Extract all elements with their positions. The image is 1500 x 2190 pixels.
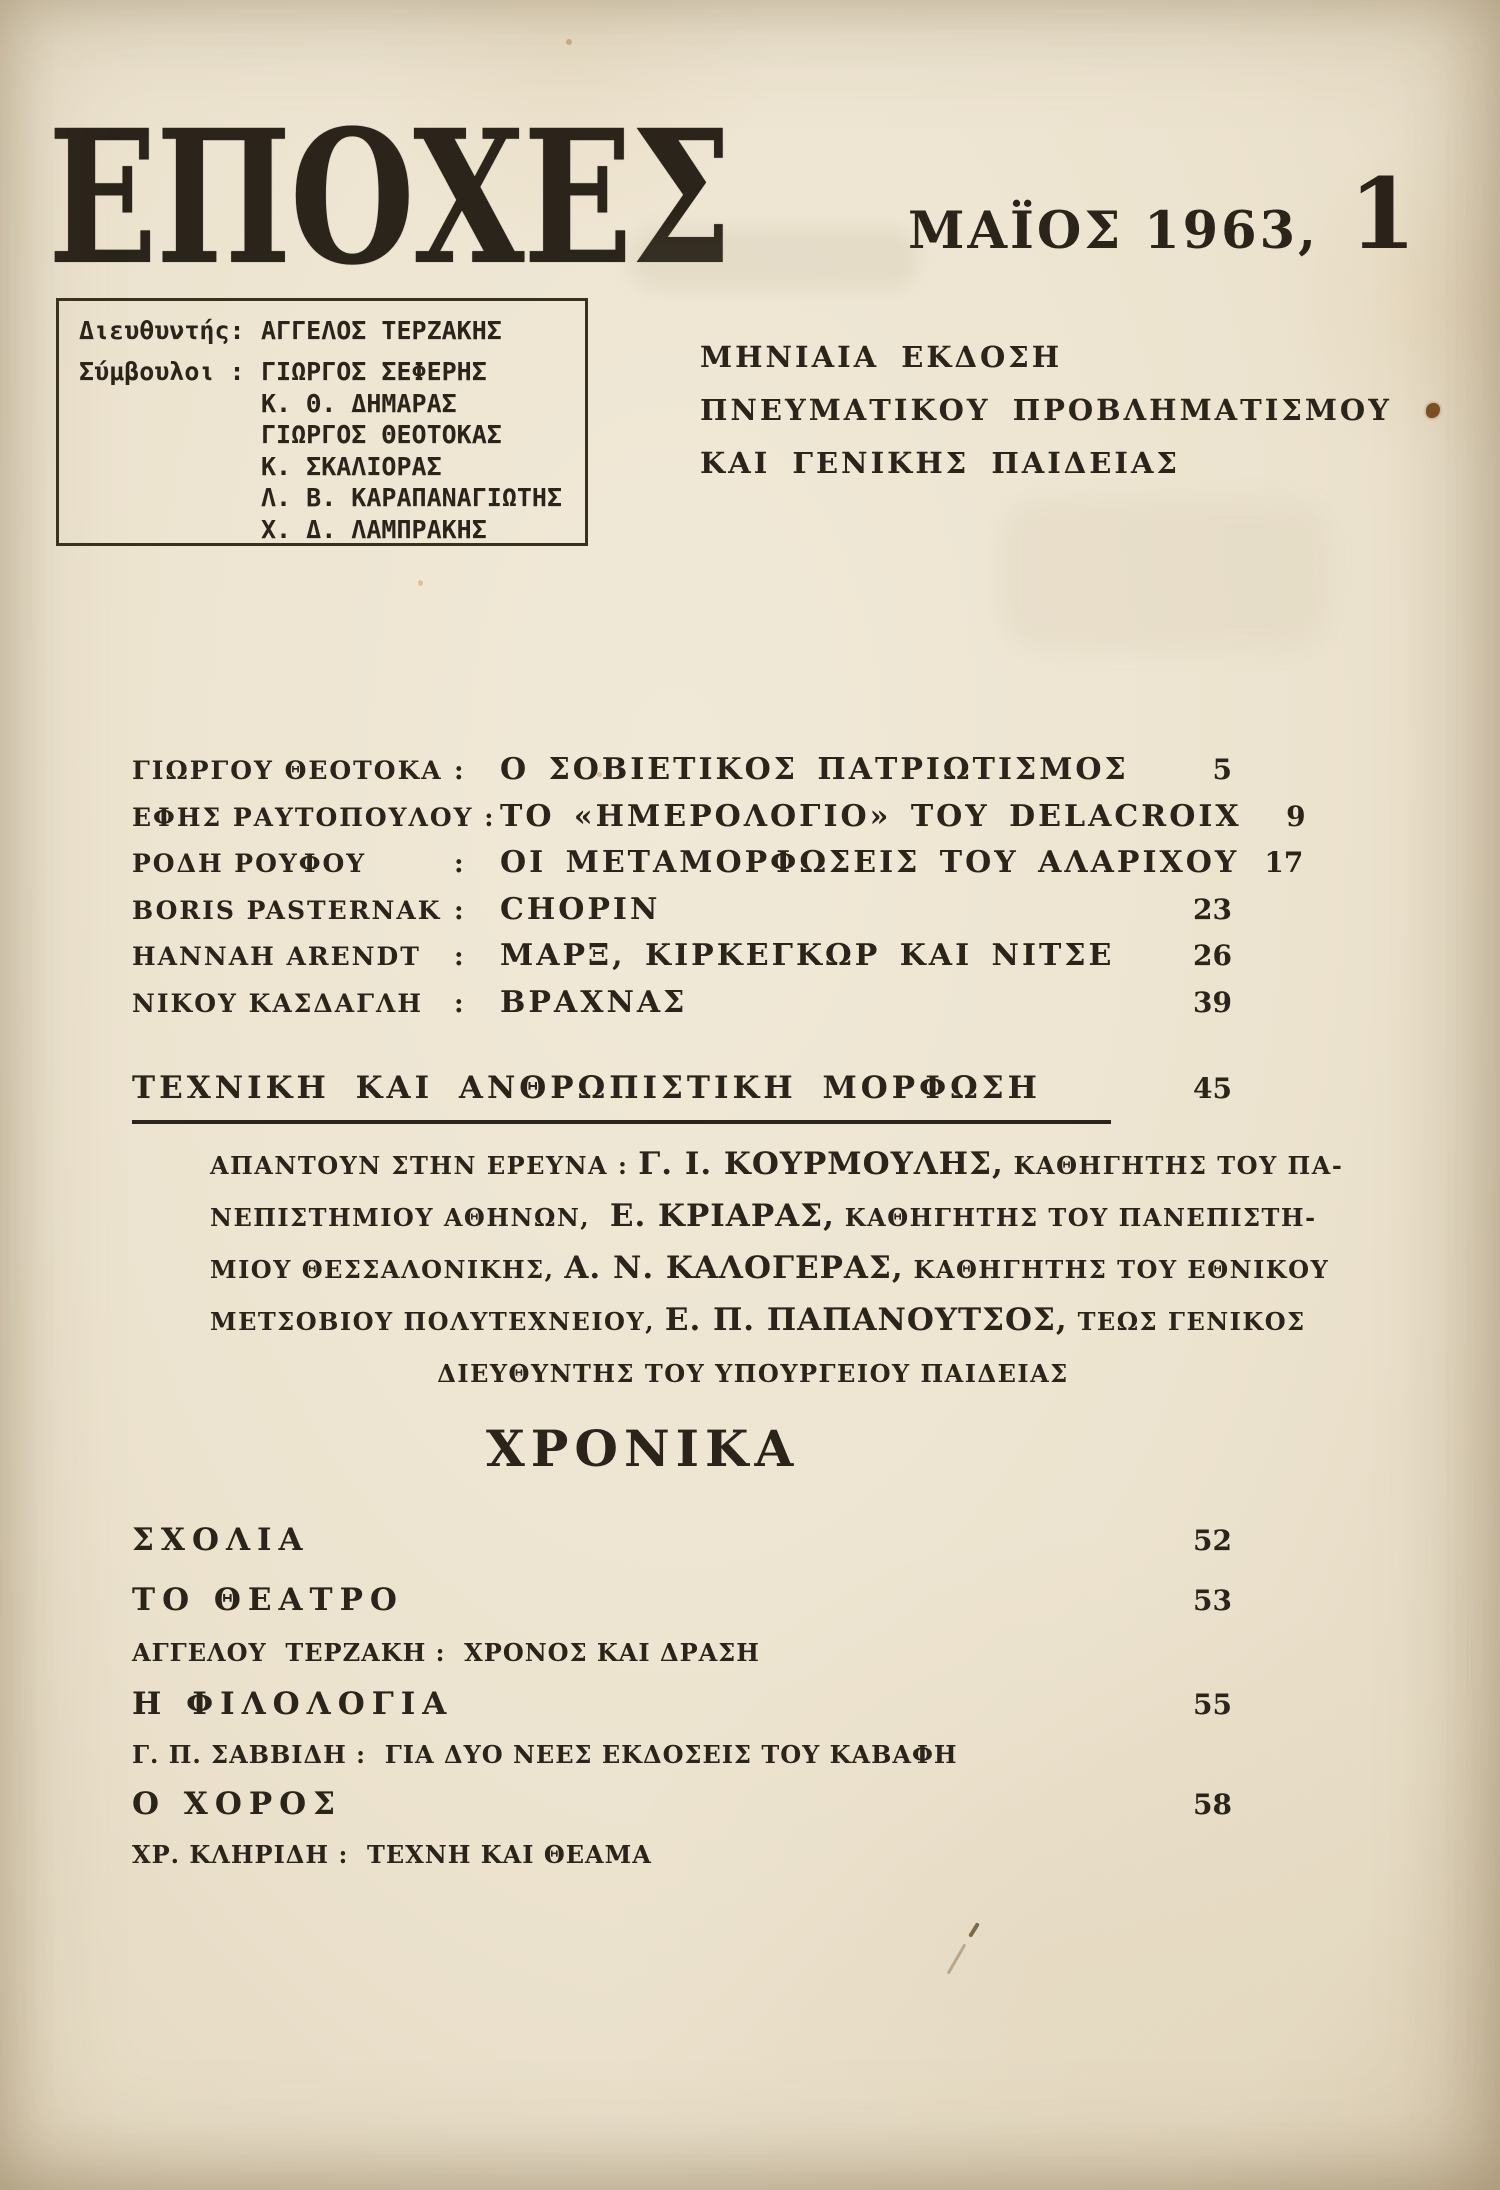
director-label: Διευθυντής: — [79, 316, 245, 345]
toc-article-title: CHOPIN — [500, 891, 661, 927]
toc-article-title: ΟΙ ΜΕΤΑΜΟΡΦΩΣΕΙΣ ΤΟΥ ΑΛΑΡΙΧΟΥ — [500, 845, 1240, 880]
toc-author: ΝΙΚΟΥ ΚΑΣΔΑΓΛΗ — [132, 988, 423, 1018]
ink-bleedthrough-smudge — [1000, 500, 1330, 650]
toc-colon: : — [454, 895, 464, 926]
toc-article-title: Ο ΣΟΒΙΕΤΙΚΟΣ ΠΑΤΡΙΩΤΙΣΜΟΣ — [500, 752, 1129, 787]
chronika-entry-subtitle: Γ. Π. ΣΑΒΒΙΔΗ : ΓΙΑ ΔΥΟ ΝΕΕΣ ΕΚΔΟΣΕΙΣ ΤΟΥ ΚΑΒΑΦΗ — [132, 1740, 958, 1769]
advisor-name: Κ. ΣΚΑΛΙΟΡΑΣ — [261, 451, 442, 481]
advisor-indent — [79, 482, 261, 514]
advisor-indent — [79, 388, 261, 420]
toc-row — [132, 845, 1304, 892]
toc-article-title: ΒΡΑΧΝΑΣ — [500, 984, 688, 1020]
chronika-entry-subtitle: ΧΡ. ΚΛΗΡΙΔΗ : ΤΕΧΝΗ ΚΑΙ ΘΕΑΜΑ — [132, 1840, 652, 1869]
intro-line — [210, 1302, 1306, 1354]
toc-colon: : — [454, 942, 464, 972]
toc-page-number: 9 — [1286, 799, 1306, 833]
toc-row — [132, 985, 1232, 1032]
foxing-dot — [566, 39, 572, 45]
feature-intro-paragraph — [210, 1146, 1344, 1406]
advisor-name: ΓΙΩΡΓΟΣ ΣΕΦΕΡΗΣ — [261, 357, 487, 386]
scratch-mark — [968, 1922, 980, 1938]
toc-page-number: 5 — [1212, 753, 1232, 786]
intro-rest: ΚΑΘΗΓΗΤΗΣ ΤΟΥ ΕΘΝΙΚΟΥ — [903, 1255, 1330, 1284]
chronika-heading: ΧΡΟΝΙΚΑ — [486, 1419, 800, 1478]
toc-author: ΕΦΗΣ ΡΑΥΤΟΠΟΥΛΟΥ : — [132, 802, 496, 832]
foxing-dot — [418, 580, 423, 586]
intro-contributor-name: Α. Ν. ΚΑΛΟΓΕΡΑΣ, — [564, 1250, 904, 1286]
advisor-row — [79, 482, 577, 514]
toc-row — [132, 892, 1232, 939]
chronika-entry-title: Η ΦΙΛΟΛΟΓΙΑ — [132, 1686, 454, 1722]
director-name: ΑΓΓΕΛΟΣ ΤΕΡΖΑΚΗΣ — [261, 316, 502, 345]
toc-row — [132, 798, 1306, 846]
toc-colon: : — [454, 756, 464, 786]
advisor-row — [79, 514, 577, 546]
toc-author: BORIS PASTERNAK — [132, 895, 442, 925]
tagline-line: ΠΝΕΥΜΑΤΙΚΟΥ ΠΡΟΒΛΗΜΑΤΙΣΜΟΥ — [700, 393, 1392, 427]
tagline — [700, 331, 1392, 490]
intro-rest: ΤΕΩΣ ΓΕΝΙΚΟΣ — [1067, 1307, 1306, 1336]
toc-colon: : — [454, 988, 464, 1019]
page-title: ΕΠΟΧΕΣ — [48, 90, 731, 306]
advisors-list — [79, 356, 577, 545]
intro-rest: ΚΑΘΗΓΗΤΗΣ ΤΟΥ ΠΑ- — [1003, 1151, 1344, 1180]
chronika-entry-title: ΣΧΟΛΙΑ — [132, 1522, 310, 1558]
foxing-dot — [597, 772, 602, 777]
intro-contributor-name: Ε. Π. ΠΑΠΑΝΟΥΤΣΟΣ, — [664, 1302, 1068, 1338]
ink-bleedthrough-smudge — [628, 228, 918, 290]
toc-colon: : — [454, 849, 464, 879]
advisor-row — [79, 356, 577, 388]
advisor-name: Λ. Β. ΚΑΡΑΠΑΝΑΓΙΩΤΗΣ — [261, 483, 563, 512]
advisor-name: ΓΙΩΡΓΟΣ ΘΕΟΤΟΚΑΣ — [261, 420, 502, 449]
chronika-entry-page: 53 — [1193, 1584, 1232, 1617]
toc-page-number: 23 — [1193, 892, 1232, 926]
chronika-entry — [132, 1686, 1232, 1722]
advisor-indent — [79, 514, 261, 546]
issue-line — [908, 157, 1417, 271]
intro-contributor-name: Ε. ΚΡΙΑΡΑΣ, — [609, 1198, 835, 1234]
advisors-label: Σύμβουλοι : — [79, 357, 245, 386]
intro-line — [210, 1250, 1330, 1302]
issue-date: ΜΑΪΟΣ 1963, — [908, 201, 1319, 261]
advisor-name: Χ. Δ. ΛΑΜΠΡΑΚΗΣ — [261, 514, 487, 544]
table-of-contents — [132, 752, 1306, 1031]
chronika-entry — [132, 1786, 1232, 1822]
toc-author: HANNAH ARENDT — [132, 942, 421, 971]
feature-heading-row — [132, 1070, 1232, 1124]
director-row — [79, 314, 577, 347]
toc-author: ΓΙΩΡΓΟΥ ΘΕΟΤΟΚΑ — [132, 756, 443, 785]
chronika-entry-page: 55 — [1193, 1688, 1232, 1721]
chronika-entry — [132, 1522, 1232, 1558]
intro-line — [210, 1146, 1344, 1198]
intro-line — [210, 1354, 1296, 1406]
feature-page-number: 45 — [1193, 1072, 1232, 1105]
toc-article-title: ΜΑΡΞ, ΚΙΡΚΕΓΚΩΡ ΚΑΙ ΝΙΤΣΕ — [500, 938, 1115, 973]
chronika-entry — [132, 1582, 1232, 1618]
chronika-entry-subtitle: ΑΓΓΕΛΟΥ ΤΕΡΖΑΚΗ : ΧΡΟΝΟΣ ΚΑΙ ΔΡΑΣΗ — [132, 1638, 760, 1667]
toc-author: ΡΟΔΗ ΡΟΥΦΟΥ — [132, 849, 367, 878]
intro-rest: ΔΙΕΥΘΥΝΤΗΣ ΤΟΥ ΥΠΟΥΡΓΕΙΟΥ ΠΑΙΔΕΙΑΣ — [437, 1359, 1069, 1388]
advisor-row — [79, 451, 577, 483]
toc-page-number: 26 — [1193, 939, 1232, 972]
chronika-entry-page: 58 — [1193, 1788, 1232, 1821]
foxing-spot — [1426, 403, 1440, 418]
chronika-entry-title: Ο ΧΟΡΟΣ — [132, 1786, 343, 1822]
chronika-entry-page: 52 — [1193, 1524, 1232, 1557]
intro-line — [210, 1198, 1317, 1250]
intro-lead: ΝΕΠΙΣΤΗΜΙΟΥ ΑΘΗΝΩΝ, — [210, 1203, 610, 1232]
advisor-row — [79, 419, 577, 451]
intro-lead: ΜΙΟΥ ΘΕΣΣΑΛΟΝΙΚΗΣ, — [210, 1255, 565, 1284]
advisor-indent — [79, 419, 261, 451]
intro-lead: ΑΠΑΝΤΟΥΝ ΣΤΗΝ ΕΡΕΥΝΑ : — [210, 1151, 639, 1180]
toc-row — [132, 938, 1232, 985]
chronika-entry-title: ΤΟ ΘΕΑΤΡΟ — [132, 1582, 404, 1618]
tagline-line: ΚΑΙ ΓΕΝΙΚΗΣ ΠΑΙΔΕΙΑΣ — [700, 446, 1180, 480]
intro-rest: ΚΑΘΗΓΗΤΗΣ ΤΟΥ ΠΑΝΕΠΙΣΤΗ- — [834, 1203, 1317, 1232]
toc-article-title: ΤΟ «ΗΜΕΡΟΛΟΓΙΟ» ΤΟΥ DELACROIX — [500, 798, 1242, 834]
advisor-indent — [79, 451, 261, 483]
toc-page-number: 17 — [1264, 846, 1304, 879]
intro-contributor-name: Γ. Ι. ΚΟΥΡΜΟΥΛΗΣ, — [638, 1146, 1004, 1182]
toc-row — [132, 752, 1232, 799]
feature-title: ΤΕΧΝΙΚΗ ΚΑΙ ΑΝΘΡΩΠΙΣΤΙΚΗ ΜΟΡΦΩΣΗ — [132, 1070, 1111, 1124]
tagline-line: ΜΗΝΙΑΙΑ ΕΚΔΟΣΗ — [700, 340, 1063, 374]
staff-box — [56, 298, 588, 546]
issue-number: 1 — [1348, 157, 1417, 271]
intro-lead: ΜΕΤΣΟΒΙΟΥ ΠΟΛΥΤΕΧΝΕΙΟΥ, — [210, 1307, 665, 1336]
scratch-mark — [947, 1944, 967, 1975]
toc-page-number: 39 — [1193, 985, 1232, 1019]
advisor-row — [79, 388, 577, 420]
advisor-name: Κ. Θ. ΔΗΜΑΡΑΣ — [261, 388, 457, 418]
